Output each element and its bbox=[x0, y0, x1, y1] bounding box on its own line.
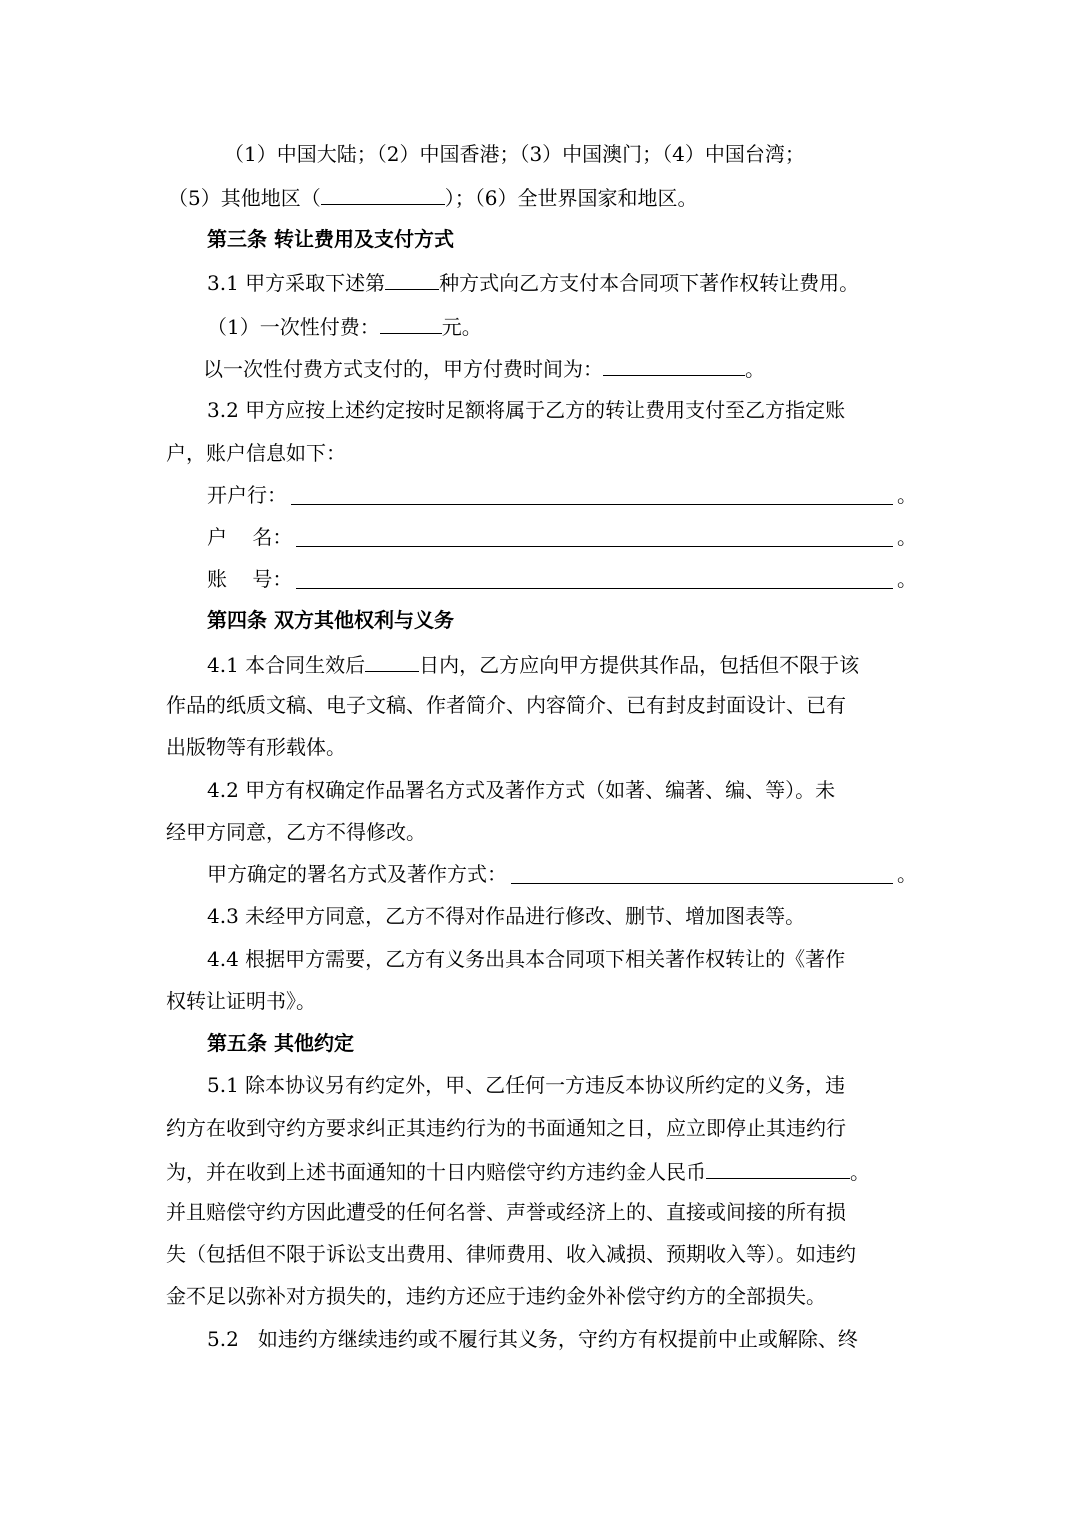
account-number-field-line bbox=[207, 565, 917, 593]
signature-method-end: 。 bbox=[897, 862, 917, 886]
clause-5-1-line3-text: 为，并在收到上述书面通知的十日内赔偿守约方违约金人民币 bbox=[166, 1160, 706, 1184]
clause-4-3: 4.3 未经甲方同意，乙方不得对作品进行修改、删节、增加图表等。 bbox=[207, 904, 806, 928]
clause-3-1-text-end: 种方式向乙方支付本合同项下著作权转让费用。 bbox=[439, 271, 860, 295]
delivery-days-blank[interactable] bbox=[365, 649, 419, 672]
clause-5-2: 5.2 如违约方继续违约或不履行其义务，守约方有权提前中止或解除、终 bbox=[207, 1327, 858, 1351]
penalty-amount-blank[interactable] bbox=[706, 1156, 850, 1179]
account-name-label: 户 名： bbox=[207, 525, 293, 549]
lump-sum-label: （1）一次性付费： bbox=[207, 315, 380, 339]
region-options-other-line bbox=[168, 182, 697, 210]
bank-field-blank[interactable] bbox=[291, 482, 893, 505]
account-name-blank[interactable] bbox=[296, 524, 893, 547]
account-number-label: 账 号： bbox=[207, 567, 293, 591]
other-region-label: （5）其他地区（ bbox=[168, 186, 321, 210]
clause-5-1-line2: 约方在收到守约方要求纠正其违约行为的书面通知之日，应立即停止其违约行 bbox=[166, 1116, 846, 1140]
payment-time-line bbox=[203, 353, 765, 381]
clause-5-1-line3 bbox=[166, 1156, 870, 1184]
other-region-suffix: ）；（6）全世界国家和地区。 bbox=[444, 186, 698, 210]
clause-4-2-line1: 4.2 甲方有权确定作品署名方式及著作方式（如著、编著、编、等）。未 bbox=[207, 778, 836, 802]
account-number-blank[interactable] bbox=[296, 566, 893, 589]
clause-4-1-line1 bbox=[207, 649, 859, 677]
bank-end: 。 bbox=[897, 483, 917, 507]
clause-4-1-text: 4.1 本合同生效后 bbox=[207, 653, 366, 677]
region-options-line: （1）中国大陆；（2）中国香港；（3）中国澳门；（4）中国台湾； bbox=[224, 142, 805, 166]
signature-method-blank[interactable] bbox=[511, 861, 893, 884]
lump-sum-amount-blank[interactable] bbox=[380, 311, 442, 334]
other-region-blank[interactable] bbox=[321, 182, 445, 205]
signature-method-line bbox=[207, 860, 917, 888]
bank-field-line bbox=[207, 481, 917, 509]
clause-5-1-line4: 并且赔偿守约方因此遭受的任何名誉、声誉或经济上的、直接或间接的所有损 bbox=[166, 1200, 846, 1224]
article4-heading: 第四条 双方其他权利与义务 bbox=[207, 608, 454, 632]
account-name-field-line bbox=[207, 523, 917, 551]
article5-heading: 第五条 其他约定 bbox=[207, 1031, 354, 1055]
clause-4-4-line1: 4.4 根据甲方需要，乙方有义务出具本合同项下相关著作权转让的《著作 bbox=[207, 947, 846, 971]
clause-5-1-line3-end: 。 bbox=[850, 1160, 870, 1184]
bank-label: 开户行： bbox=[207, 483, 287, 507]
clause-4-1-line3: 出版物等有形载体。 bbox=[166, 735, 346, 759]
clause-4-4-line2: 权转让证明书》。 bbox=[166, 989, 316, 1013]
clause-4-1-line2: 作品的纸质文稿、电子文稿、作者简介、内容简介、已有封皮封面设计、已有 bbox=[166, 693, 846, 717]
payment-time-end: 。 bbox=[745, 357, 765, 381]
clause-5-1-line6: 金不足以弥补对方损失的，违约方还应于违约金外补偿守约方的全部损失。 bbox=[166, 1284, 826, 1308]
lump-sum-unit: 元。 bbox=[441, 315, 482, 339]
payment-method-blank[interactable] bbox=[385, 267, 439, 290]
account-number-end: 。 bbox=[897, 567, 917, 591]
clause-3-2-line1: 3.2 甲方应按上述约定按时足额将属于乙方的转让费用支付至乙方指定账 bbox=[207, 398, 846, 422]
clause-3-1 bbox=[207, 267, 859, 295]
clause-5-1-line1: 5.1 除本协议另有约定外，甲、乙任何一方违反本协议所约定的义务，违 bbox=[207, 1073, 846, 1097]
payment-time-blank[interactable] bbox=[603, 353, 745, 376]
signature-method-label: 甲方确定的署名方式及著作方式： bbox=[207, 862, 507, 886]
lump-sum-line bbox=[207, 311, 482, 339]
clause-3-1-text: 3.1 甲方采取下述第 bbox=[207, 271, 386, 295]
article3-heading: 第三条 转让费用及支付方式 bbox=[207, 227, 454, 251]
account-name-end: 。 bbox=[897, 525, 917, 549]
clause-4-1-text-end: 日内，乙方应向甲方提供其作品，包括但不限于该 bbox=[419, 653, 860, 677]
payment-time-label: 以一次性付费方式支付的，甲方付费时间为： bbox=[203, 357, 603, 381]
clause-3-2-line2: 户，账户信息如下： bbox=[166, 441, 346, 465]
clause-5-1-line5: 失（包括但不限于诉讼支出费用、律师费用、收入减损、预期收入等）。如违约 bbox=[166, 1242, 856, 1266]
clause-4-2-line2: 经甲方同意，乙方不得修改。 bbox=[166, 820, 426, 844]
